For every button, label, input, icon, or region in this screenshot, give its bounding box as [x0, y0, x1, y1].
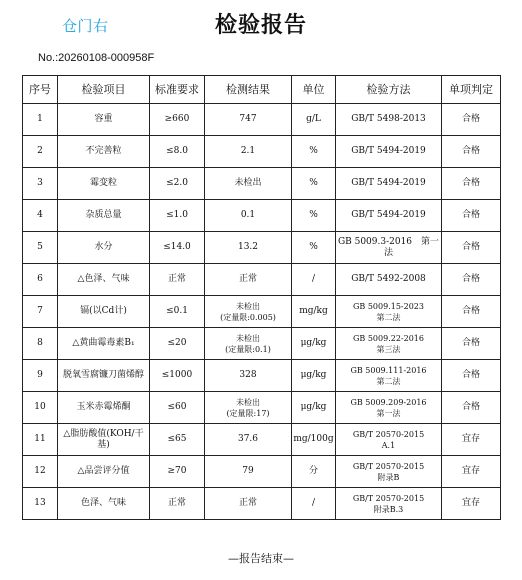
cell-item: △色泽、气味: [58, 264, 150, 296]
cell-no: 11: [23, 424, 58, 456]
table-header-row: [23, 76, 501, 104]
table-row: [23, 456, 501, 488]
cell-requirement: ≤14.0: [150, 232, 205, 264]
cell-item: 容重: [58, 104, 150, 136]
cell-no: 1: [23, 104, 58, 136]
cell-item: 玉米赤霉烯酮: [58, 392, 150, 424]
cell-verdict: 合格: [442, 264, 501, 296]
table-row: [23, 104, 501, 136]
col-header-unit: 单位: [292, 76, 336, 104]
cell-verdict: 合格: [442, 328, 501, 360]
cell-verdict: 合格: [442, 168, 501, 200]
cell-requirement: ≤1.0: [150, 200, 205, 232]
cell-result: 正常: [205, 264, 292, 296]
cell-no: 3: [23, 168, 58, 200]
cell-requirement: ≤20: [150, 328, 205, 360]
cell-verdict: 合格: [442, 360, 501, 392]
cell-requirement: 正常: [150, 488, 205, 520]
cell-unit: μg/kg: [292, 392, 336, 424]
cell-method: GB/T 20570-2015 附录B.3: [336, 488, 442, 520]
table-row: [23, 424, 501, 456]
cell-item: 色泽、气味: [58, 488, 150, 520]
cell-item: 不完善粒: [58, 136, 150, 168]
cell-requirement: ≤1000: [150, 360, 205, 392]
table-row: [23, 296, 501, 328]
cell-item: △脂肪酸值(KOH/干基): [58, 424, 150, 456]
cell-unit: mg/kg: [292, 296, 336, 328]
page-title: 检验报告: [214, 13, 307, 38]
cell-result: 747: [205, 104, 292, 136]
inspection-table: [22, 75, 501, 520]
table-row: [23, 488, 501, 520]
cell-result: 未检出 (定量限:0.1): [205, 328, 292, 360]
cell-result: 2.1: [205, 136, 292, 168]
cell-method: GB 5009.111-2016 第二法: [336, 360, 442, 392]
cell-method: GB/T 20570-2015 附录B: [336, 456, 442, 488]
cell-unit: /: [292, 488, 336, 520]
cell-item: 杂质总量: [58, 200, 150, 232]
cell-no: 8: [23, 328, 58, 360]
cell-result: 328: [205, 360, 292, 392]
cell-method: GB 5009.15-2023 第二法: [336, 296, 442, 328]
report-number: No.:20260108-000958F: [38, 52, 155, 64]
cell-verdict: 合格: [442, 296, 501, 328]
cell-unit: g/L: [292, 104, 336, 136]
cell-no: 5: [23, 232, 58, 264]
cell-requirement: ≤65: [150, 424, 205, 456]
cell-unit: %: [292, 232, 336, 264]
cell-requirement: ≤0.1: [150, 296, 205, 328]
cell-verdict: 宜存: [442, 456, 501, 488]
cell-unit: mg/100g: [292, 424, 336, 456]
cell-result: 37.6: [205, 424, 292, 456]
cell-item: 脱氧雪腐镰刀菌烯醇: [58, 360, 150, 392]
col-header-result: 检测结果: [205, 76, 292, 104]
cell-unit: /: [292, 264, 336, 296]
table-row: [23, 392, 501, 424]
cell-item: 水分: [58, 232, 150, 264]
cell-verdict: 合格: [442, 392, 501, 424]
company-logo: 仓门右: [62, 18, 109, 35]
col-header-requirement: 标准要求: [150, 76, 205, 104]
cell-item: △黄曲霉毒素B₁: [58, 328, 150, 360]
cell-result: 未检出: [205, 168, 292, 200]
cell-result: 未检出 (定量限:17): [205, 392, 292, 424]
cell-method: GB 5009.22-2016 第三法: [336, 328, 442, 360]
cell-result: 正常: [205, 488, 292, 520]
cell-item: 镉(以Cd计): [58, 296, 150, 328]
report-end-marker: —报告结束—: [228, 552, 294, 565]
col-header-method: 检验方法: [336, 76, 442, 104]
col-header-verdict: 单项判定: [442, 76, 501, 104]
cell-result: 79: [205, 456, 292, 488]
cell-verdict: 宜存: [442, 488, 501, 520]
cell-no: 4: [23, 200, 58, 232]
cell-method: GB/T 5498-2013: [336, 104, 442, 136]
table-body: [23, 104, 501, 520]
table-row: [23, 232, 501, 264]
cell-no: 9: [23, 360, 58, 392]
cell-unit: %: [292, 168, 336, 200]
cell-requirement: ≤60: [150, 392, 205, 424]
cell-method: GB/T 5494-2019: [336, 200, 442, 232]
cell-item: △品尝评分值: [58, 456, 150, 488]
table-row: [23, 328, 501, 360]
cell-method: GB 5009.209-2016 第一法: [336, 392, 442, 424]
cell-result: 未检出 (定量限:0.005): [205, 296, 292, 328]
cell-result: 0.1: [205, 200, 292, 232]
cell-verdict: 合格: [442, 200, 501, 232]
cell-requirement: ≤8.0: [150, 136, 205, 168]
cell-requirement: ≤2.0: [150, 168, 205, 200]
cell-unit: μg/kg: [292, 360, 336, 392]
cell-verdict: 宜存: [442, 424, 501, 456]
cell-method: GB/T 5494-2019: [336, 168, 442, 200]
cell-requirement: 正常: [150, 264, 205, 296]
col-header-item: 检验项目: [58, 76, 150, 104]
cell-no: 7: [23, 296, 58, 328]
table-row: [23, 264, 501, 296]
table-row: [23, 168, 501, 200]
cell-verdict: 合格: [442, 232, 501, 264]
table-row: [23, 200, 501, 232]
cell-no: 12: [23, 456, 58, 488]
cell-unit: μg/kg: [292, 328, 336, 360]
cell-no: 2: [23, 136, 58, 168]
cell-no: 13: [23, 488, 58, 520]
cell-requirement: ≥660: [150, 104, 205, 136]
cell-item: 霉变粒: [58, 168, 150, 200]
cell-method: GB/T 5494-2019: [336, 136, 442, 168]
cell-requirement: ≥70: [150, 456, 205, 488]
cell-unit: %: [292, 200, 336, 232]
cell-method: GB/T 20570-2015 A.1: [336, 424, 442, 456]
cell-unit: %: [292, 136, 336, 168]
cell-no: 10: [23, 392, 58, 424]
cell-verdict: 合格: [442, 104, 501, 136]
col-header-no: 序号: [23, 76, 58, 104]
cell-verdict: 合格: [442, 136, 501, 168]
table-row: [23, 136, 501, 168]
cell-method: GB/T 5492-2008: [336, 264, 442, 296]
cell-method: GB 5009.3-2016 第一法: [336, 232, 442, 264]
cell-no: 6: [23, 264, 58, 296]
cell-result: 13.2: [205, 232, 292, 264]
cell-unit: 分: [292, 456, 336, 488]
table-row: [23, 360, 501, 392]
